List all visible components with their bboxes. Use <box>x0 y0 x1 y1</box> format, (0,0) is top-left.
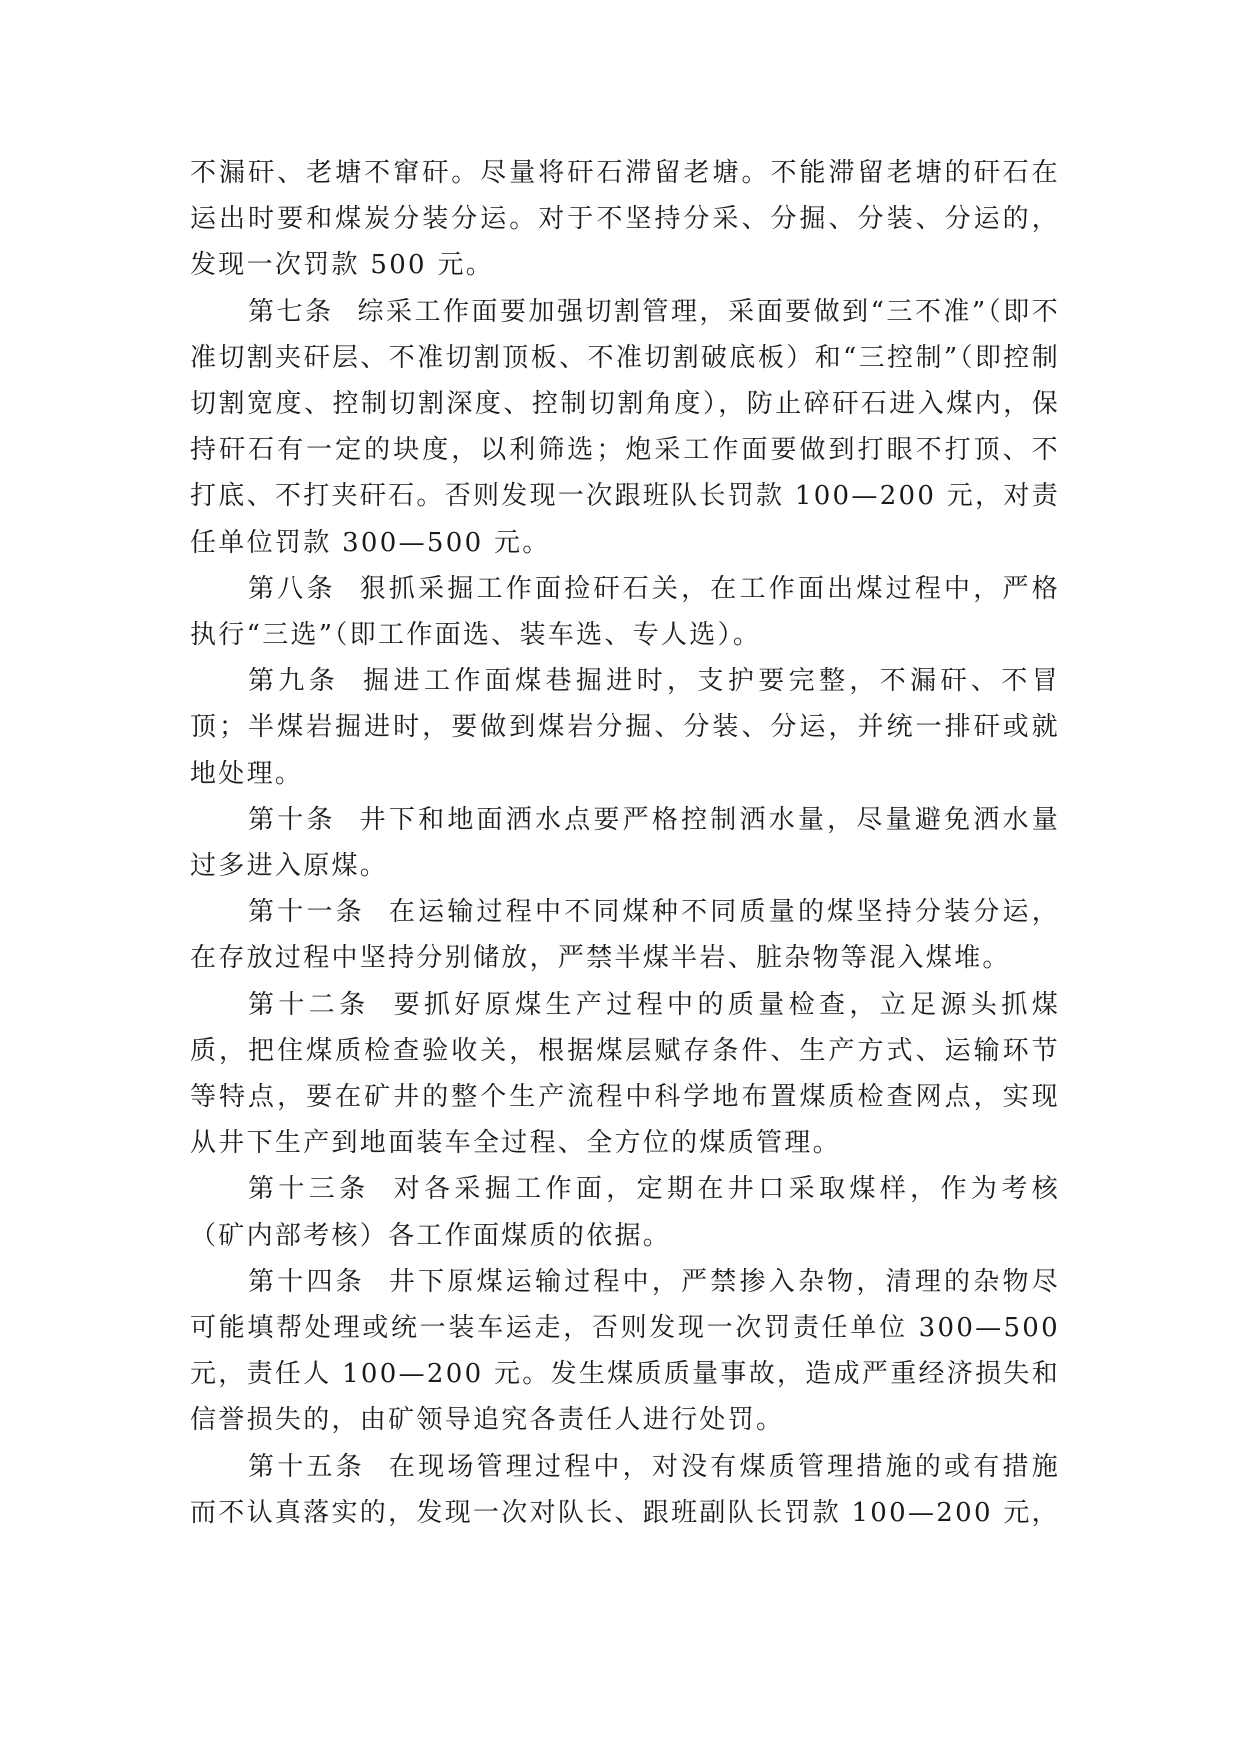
article-number: 第七条 <box>248 296 334 327</box>
article-15 <box>190 1444 1060 1536</box>
article-text: 在现场管理过程中，对没有煤质管理措施的或有措施而不认真落实的，发现一次对队长、跟班副队长罚款 100—200 元， <box>190 1451 1061 1528</box>
paragraph-text: 不漏矸、老塘不窜矸。尽量将矸石滞留老塘。不能滞留老塘的矸石在运出时要和煤炭分装分运。对于不坚持分采、分掘、分装、分运的，发现一次罚款 500 元。 <box>190 158 1060 281</box>
article-9 <box>190 658 1060 797</box>
article-8 <box>190 566 1060 658</box>
article-number: 第八条 <box>248 573 336 604</box>
article-text: 综采工作面要加强切割管理，采面要做到“三不准”（即不准切割夹矸层、不准切割顶板、不准切割破底板）和“三控制”（即控制切割宽度、控制切割深度、控制切割角度），防止碎矸石进入煤内，保持矸石有一定的块度，以利筛选；炮采工作面要做到打眼不打顶、不打底、不打夹矸石。否则发现一次跟班队长罚款 100—200 元，对责任单位罚款 300—500 元。 <box>190 296 1060 558</box>
article-10 <box>190 797 1060 889</box>
article-11 <box>190 889 1060 981</box>
article-text: 井下原煤运输过程中，严禁掺入杂物，清理的杂物尽可能填帮处理或统一装车运走，否则发现一次罚责任单位 300—500 元，责任人 100—200 元。发生煤质质量事故，造成严重经济损失和信誉损失的，由矿领导追究各责任人进行处罚。 <box>190 1266 1061 1436</box>
article-number: 第十三条 <box>248 1174 370 1205</box>
article-number: 第十四条 <box>248 1266 365 1297</box>
article-text: 在运输过程中不同煤种不同质量的煤坚持分装分运，在存放过程中坚持分别储放，严禁半煤半岩、脏杂物等混入煤堆。 <box>190 897 1061 974</box>
article-text: 狠抓采掘工作面捡矸石关，在工作面出煤过程中，严格执行“三选”（即工作面选、装车选、专人选）。 <box>190 573 1061 651</box>
article-number: 第十一条 <box>248 897 365 928</box>
paragraph-continuation <box>190 150 1060 289</box>
article-number: 第十五条 <box>248 1451 365 1482</box>
article-text: 对各采掘工作面，定期在井口采取煤样，作为考核（矿内部考核）各工作面煤质的依据。 <box>190 1174 1061 1251</box>
article-text: 掘进工作面煤巷掘进时，支护要完整，不漏矸、不冒顶；半煤岩掘进时，要做到煤岩分掘、分装、分运，并统一排矸或就地处理。 <box>190 666 1060 789</box>
document-page <box>190 150 1060 1536</box>
article-number: 第十条 <box>248 804 336 835</box>
article-text: 井下和地面洒水点要严格控制洒水量，尽量避免洒水量过多进入原煤。 <box>190 804 1061 882</box>
article-text: 要抓好原煤生产过程中的质量检查，立足源头抓煤质，把住煤质检查验收关，根据煤层赋存条件、生产方式、运输环节等特点，要在矿井的整个生产流程中科学地布置煤质检查网点，实现从井下生产到地面装车全过程、全方位的煤质管理。 <box>190 989 1061 1159</box>
article-number: 第十二条 <box>248 989 370 1020</box>
article-12 <box>190 982 1060 1167</box>
article-13 <box>190 1166 1060 1258</box>
article-number: 第九条 <box>248 666 340 697</box>
article-7 <box>190 289 1060 566</box>
article-14 <box>190 1259 1060 1444</box>
